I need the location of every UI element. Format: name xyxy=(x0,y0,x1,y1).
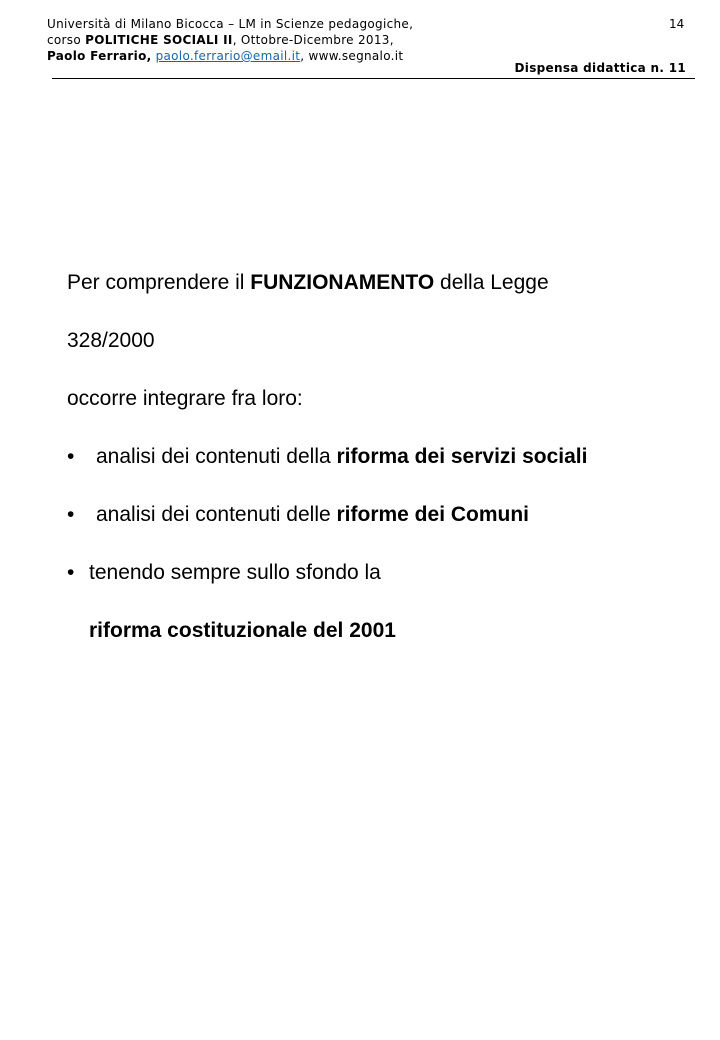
intro-keyword: FUNZIONAMENTO xyxy=(250,271,435,294)
bullet-item-services-reform xyxy=(67,442,587,472)
course-prefix: corso xyxy=(47,33,86,47)
bullet-item-background xyxy=(67,558,381,588)
bullet-dot: • xyxy=(67,561,75,584)
constitutional-reform-text: riforma costituzionale del 2001 xyxy=(89,619,396,642)
website-text: , www.segnalo.it xyxy=(300,49,404,63)
course-name: POLITICHE SOCIALI II xyxy=(85,33,233,47)
author-email-link[interactable]: paolo.ferrario@email.it xyxy=(155,49,301,63)
bullet-dot: • xyxy=(67,445,75,468)
bullet-dot: • xyxy=(67,503,75,526)
bullet-bold-text: riforme dei Comuni xyxy=(336,503,530,526)
page-header xyxy=(0,0,720,80)
handout-label: Dispensa didattica n. 11 xyxy=(514,61,686,75)
course-line xyxy=(47,32,413,48)
constitutional-reform xyxy=(89,616,396,646)
page-number: 14 xyxy=(669,17,685,31)
intro-prefix: Per comprendere il xyxy=(67,271,251,294)
author-name: Paolo Ferrario, xyxy=(47,49,152,63)
intro-suffix: della Legge xyxy=(434,271,549,294)
header-divider xyxy=(52,78,695,79)
bullet-bold-text: riforma dei servizi sociali xyxy=(336,445,588,468)
bullet-item-municipal-reform xyxy=(67,500,529,530)
bullet-text: tenendo sempre sullo sfondo la xyxy=(89,561,381,584)
course-info xyxy=(47,16,413,64)
bullet-text: analisi dei contenuti della xyxy=(96,445,337,468)
bullet-text: analisi dei contenuti delle xyxy=(96,503,337,526)
author-line xyxy=(47,48,413,64)
university-line: Università di Milano Bicocca – LM in Scienze pedagogiche, xyxy=(47,17,414,31)
integrate-text: occorre integrare fra loro: xyxy=(67,387,303,410)
intro-paragraph xyxy=(67,268,549,298)
course-period: , Ottobre-Dicembre 2013, xyxy=(232,33,394,47)
law-number: 328/2000 xyxy=(67,329,155,352)
